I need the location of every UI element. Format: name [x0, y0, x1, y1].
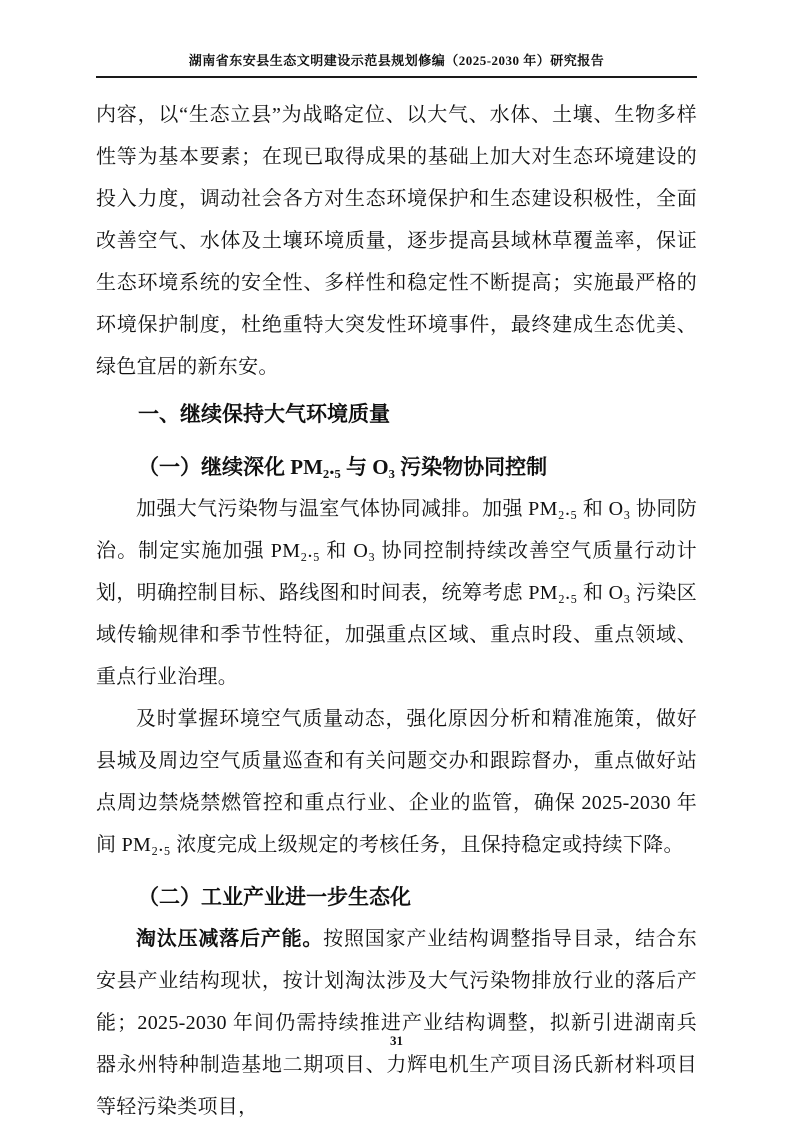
subsection-heading-pm25-o3-control: （一）继续深化 PM₂.₅ 与 O₃ 污染物协同控制	[138, 455, 548, 479]
paragraph-industry	[96, 918, 697, 1122]
header-title: 湖南省东安县生态文明建设示范县规划修编（2025-2030 年）研究报告	[188, 53, 605, 68]
paragraph-continuation: 内容，以“生态立县”为战略定位、以大气、水体、土壤、生物多样性等为基本要素；在现已取得成果的基础上加大对生态环境建设的投入力度，调动社会各方对生态环境保护和生态建设积极性，全面改善空气、水体及土壤环境质量，逐步提高县域林草覆盖率，保证生态环境系统的安全性、多样性和稳定性不断提高；实施最严格的环境保护制度，杜绝重特大突发性环境事件，最终建成生态优美、绿色宜居的新东安。	[96, 104, 697, 378]
subsection-heading-industry-ecology: （二）工业产业进一步生态化	[138, 885, 411, 909]
paragraph-monitoring: 及时掌握环境空气质量动态，强化原因分析和精准施策，做好县城及周边空气质量巡查和有关问题交办和跟踪督办，重点做好站点周边禁烧禁燃管控和重点行业、企业的监管，确保 2025-2030 年间 PM₂.₅ 浓度完成上级规定的考核任务，且保持稳定或持续下降。	[96, 708, 697, 856]
page-content	[96, 94, 697, 1122]
paragraph-industry-rest: 按照国家产业结构调整指导目录，结合东安县产业结构现状，按计划淘汰涉及大气污染物排放行业的落后产能；2025-2030 年间仍需持续推进产业结构调整，拟新引进湖南兵器永州特种制造基地二期项目、力辉电机生产项目汤氏新材料项目等轻污染类项目，	[96, 928, 697, 1118]
page-header	[96, 50, 697, 78]
page-footer	[0, 1033, 793, 1049]
section-heading-air-quality: 一、继续保持大气环境质量	[138, 403, 390, 426]
page-number: 31	[390, 1033, 403, 1048]
paragraph-industry-lead: 淘汰压减落后产能。	[136, 928, 324, 950]
paragraph-pm-control: 加强大气污染物与温室气体协同减排。加强 PM₂.₅ 和 O₃ 协同防治。制定实施加强 PM₂.₅ 和 O₃ 协同控制持续改善空气质量行动计划，明确控制目标、路线图和时间表，统筹考虑 PM₂.₅ 和 O₃ 污染区域传输规律和季节性特征，加强重点区域、重点时段、重点领域、重点行业治理。	[96, 498, 697, 688]
